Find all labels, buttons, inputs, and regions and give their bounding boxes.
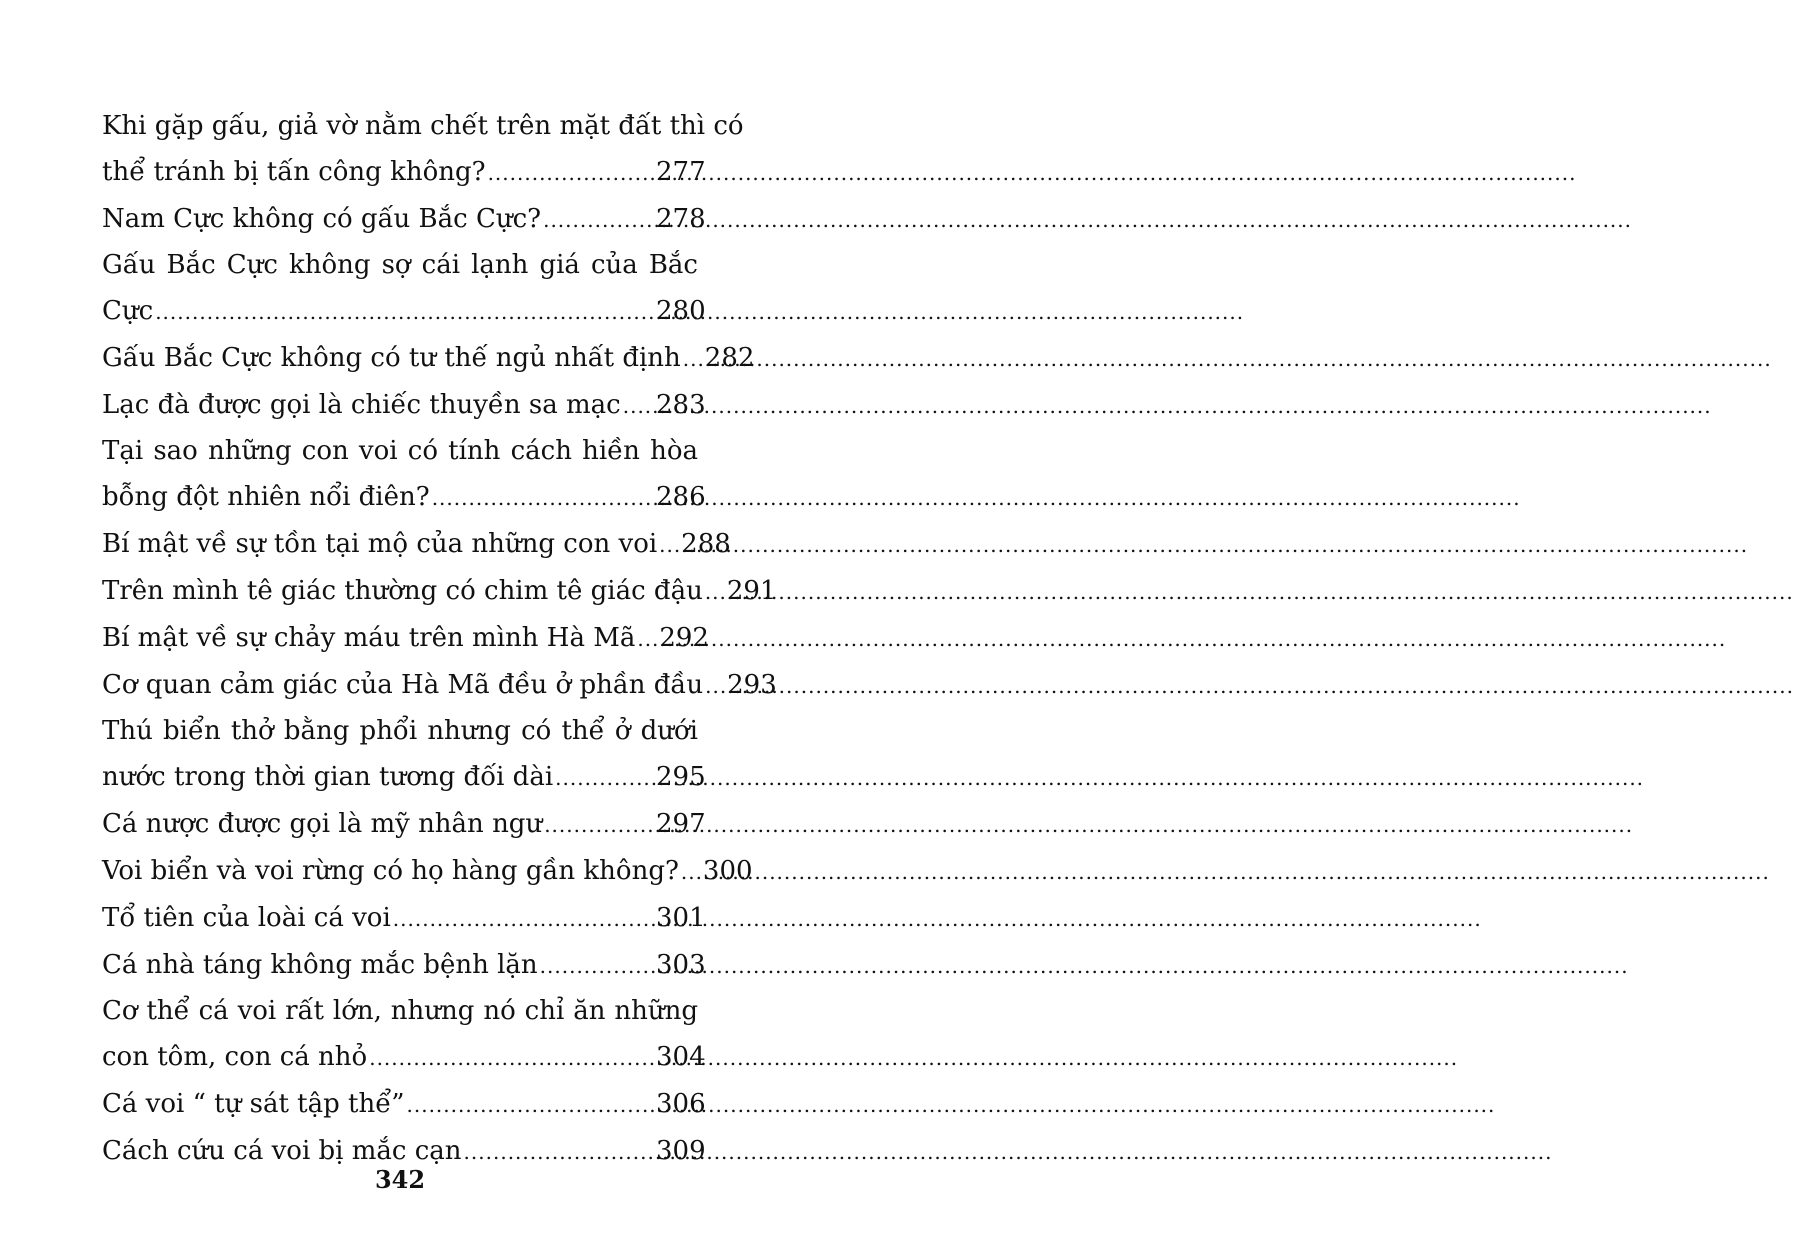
toc-entry-page: 280 bbox=[656, 296, 706, 326]
toc-entry-title: Cá voi “ tự sát tập thể” bbox=[102, 1089, 405, 1119]
toc-entry bbox=[102, 848, 753, 895]
toc-entry-row bbox=[102, 474, 706, 521]
toc-entry-page: 300 bbox=[702, 856, 753, 886]
dot-leader bbox=[369, 1035, 646, 1082]
toc-entry bbox=[102, 895, 706, 942]
toc-entry-title: Gấu Bắc Cực không có tư thế ngủ nhất định bbox=[102, 343, 681, 373]
toc-entry-page: 291 bbox=[726, 576, 777, 606]
dot-leader bbox=[155, 289, 646, 336]
dot-leader bbox=[555, 755, 646, 802]
toc-entry-page: 301 bbox=[656, 903, 706, 933]
toc-entry bbox=[102, 662, 777, 709]
toc-entry-title: thể tránh bị tấn công không? bbox=[102, 157, 486, 187]
toc-entry-title: Cực bbox=[102, 296, 154, 326]
toc-entry-page: 306 bbox=[656, 1089, 706, 1119]
toc-entry-title: Cách cứu cá voi bị mắc cạn bbox=[102, 1136, 462, 1166]
toc-entry-row bbox=[102, 1034, 706, 1081]
toc-entry-title: con tôm, con cá nhỏ bbox=[102, 1042, 368, 1072]
toc-entry bbox=[102, 942, 706, 989]
toc-entry-title-line: Thú biển thở bằng phổi nhưng có thể ở dưới bbox=[102, 716, 698, 746]
toc-entry-title: Cơ quan cảm giác của Hà Mã đều ở phần đầu bbox=[102, 670, 704, 700]
toc-entry-title: Lạc đà được gọi là chiếc thuyền sa mạc bbox=[102, 390, 621, 420]
toc-entry-title: bỗng đột nhiên nổi điên? bbox=[102, 482, 430, 512]
toc-entry-title-line: Cơ thể cá voi rất lớn, nhưng nó chỉ ăn những bbox=[102, 996, 698, 1026]
toc-entry bbox=[102, 243, 706, 335]
toc-entry bbox=[102, 382, 706, 429]
toc-entry-row bbox=[102, 196, 706, 243]
toc-entry-page: 292 bbox=[659, 623, 709, 653]
dot-leader bbox=[540, 943, 646, 990]
dot-leader bbox=[488, 150, 646, 197]
dot-leader bbox=[543, 197, 646, 244]
toc-entry-row bbox=[102, 754, 706, 801]
toc-entry bbox=[102, 709, 706, 801]
page-number: 342 bbox=[374, 1165, 426, 1194]
toc-entry-title: Cá nhà táng không mắc bệnh lặn bbox=[102, 950, 538, 980]
toc-entry bbox=[102, 568, 777, 615]
toc-entry bbox=[102, 335, 755, 382]
table-of-contents bbox=[102, 104, 777, 1175]
toc-entry-row bbox=[102, 662, 777, 709]
dot-leader bbox=[659, 522, 671, 569]
toc-entry-title-line: Gấu Bắc Cực không sợ cái lạnh giá của Bắc bbox=[102, 250, 698, 280]
toc-entry-title: Tổ tiên của loài cá voi bbox=[102, 903, 391, 933]
toc-entry-page: 277 bbox=[656, 157, 706, 187]
toc-entry-row bbox=[102, 895, 706, 942]
toc-entry-row bbox=[102, 615, 709, 662]
dot-leader bbox=[393, 896, 646, 943]
toc-entry bbox=[102, 989, 706, 1081]
dot-leader bbox=[407, 1082, 647, 1129]
toc-entry-row bbox=[102, 521, 731, 568]
dot-leader bbox=[432, 475, 646, 522]
toc-entry-page: 309 bbox=[656, 1136, 706, 1166]
toc-entry-row bbox=[102, 801, 706, 848]
toc-entry-page: 282 bbox=[704, 343, 755, 373]
toc-entry bbox=[102, 196, 706, 243]
toc-entry-page: 288 bbox=[681, 529, 731, 559]
toc-entry-row bbox=[102, 942, 706, 989]
toc-entry-row bbox=[102, 149, 706, 196]
dot-leader bbox=[623, 383, 646, 430]
dot-leader bbox=[637, 616, 649, 663]
toc-entry-title: Trên mình tê giác thường có chim tê giác đậu bbox=[102, 576, 703, 606]
toc-entry-row bbox=[102, 288, 706, 335]
toc-entry-page: 293 bbox=[727, 670, 777, 700]
dot-leader bbox=[544, 802, 646, 849]
toc-entry-title: nước trong thời gian tương đối dài bbox=[102, 762, 554, 792]
toc-entry-title-line: Tại sao những con voi có tính cách hiền hòa bbox=[102, 436, 698, 466]
toc-entry-title: Nam Cực không có gấu Bắc Cực? bbox=[102, 204, 542, 234]
toc-entry-title: Bí mật về sự chảy máu trên mình Hà Mã bbox=[102, 623, 636, 653]
toc-entry bbox=[102, 521, 731, 568]
toc-entry bbox=[102, 429, 706, 521]
toc-entry-row bbox=[102, 568, 777, 615]
toc-entry bbox=[102, 615, 709, 662]
dot-leader bbox=[705, 663, 717, 710]
toc-entry-page: 278 bbox=[656, 204, 706, 234]
dot-leader bbox=[681, 849, 693, 896]
toc-entry-page: 283 bbox=[656, 390, 706, 420]
toc-entry bbox=[102, 801, 706, 848]
toc-entry-row bbox=[102, 335, 755, 382]
dot-leader bbox=[705, 569, 717, 616]
toc-entry bbox=[102, 104, 744, 196]
toc-entry-page: 295 bbox=[656, 762, 706, 792]
toc-entry-row bbox=[102, 1081, 706, 1128]
toc-entry-page: 303 bbox=[656, 950, 706, 980]
toc-entry-page: 304 bbox=[656, 1042, 706, 1072]
toc-entry-title: Cá nược được gọi là mỹ nhân ngư bbox=[102, 809, 543, 839]
toc-entry bbox=[102, 1081, 706, 1128]
toc-entry-row bbox=[102, 382, 706, 429]
toc-entry-title: Bí mật về sự tồn tại mộ của những con voi bbox=[102, 529, 658, 559]
toc-entry-row bbox=[102, 848, 753, 895]
toc-entry-title-line: Khi gặp gấu, giả vờ nằm chết trên mặt đất thì có bbox=[102, 111, 744, 141]
toc-entry-page: 286 bbox=[656, 482, 706, 512]
toc-entry-page: 297 bbox=[656, 809, 706, 839]
toc-entry-title: Voi biển và voi rừng có họ hàng gần không? bbox=[102, 856, 679, 886]
dot-leader bbox=[683, 336, 695, 383]
